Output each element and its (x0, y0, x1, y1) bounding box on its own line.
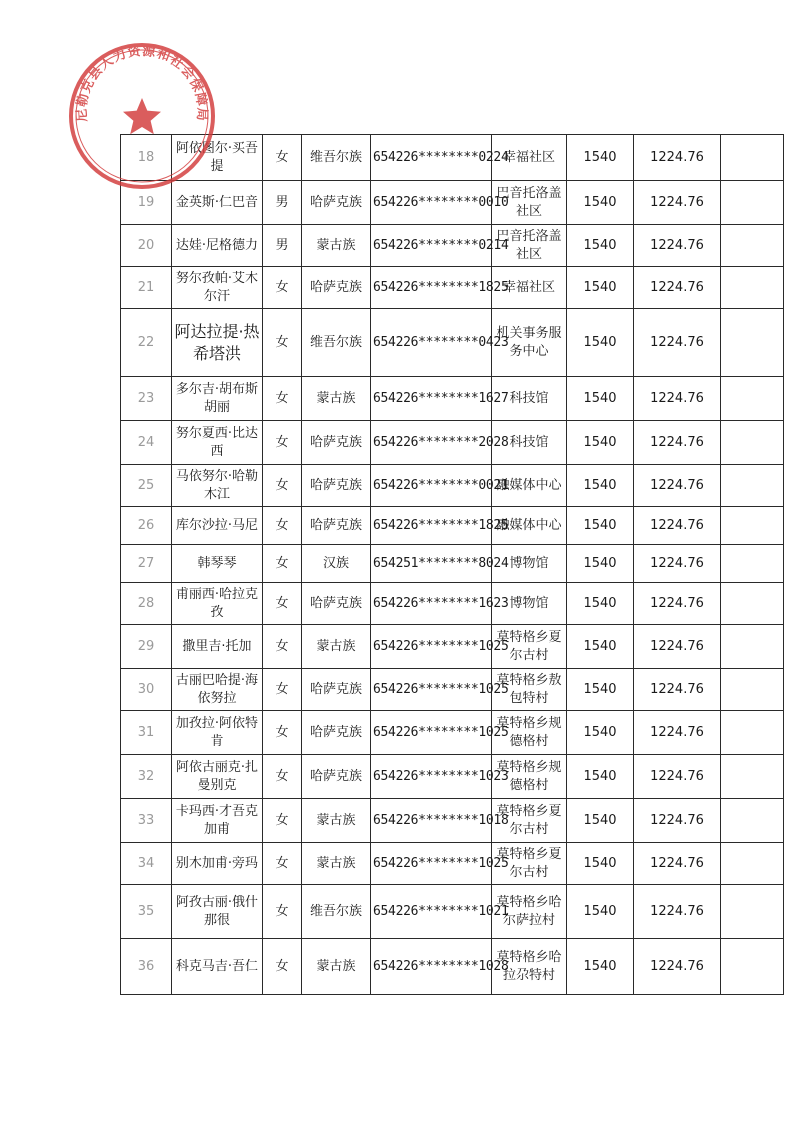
ethnicity-cell: 蒙古族 (302, 939, 371, 995)
gender-cell: 女 (263, 465, 302, 507)
amount-b-cell: 1224.76 (634, 309, 721, 377)
ethnicity-cell: 蒙古族 (302, 625, 371, 669)
work-unit-cell: 科技馆 (492, 421, 567, 465)
amount-a-cell: 1540 (567, 507, 634, 545)
row-number: 33 (121, 799, 172, 843)
amount-a-cell: 1540 (567, 799, 634, 843)
amount-b-cell: 1224.76 (634, 625, 721, 669)
work-unit-cell: 融媒体中心 (492, 507, 567, 545)
id-number-cell: 654226********0021 (371, 465, 492, 507)
gender-cell: 女 (263, 669, 302, 711)
gender-cell: 女 (263, 843, 302, 885)
id-number-cell: 654226********1028 (371, 939, 492, 995)
amount-a-cell: 1540 (567, 267, 634, 309)
amount-b-cell: 1224.76 (634, 267, 721, 309)
empty-cell (721, 583, 784, 625)
gender-cell: 男 (263, 225, 302, 267)
gender-cell: 女 (263, 135, 302, 181)
empty-cell (721, 755, 784, 799)
empty-cell (721, 799, 784, 843)
person-name: 阿孜古丽·俄什那很 (172, 885, 263, 939)
amount-a-cell: 1540 (567, 225, 634, 267)
ethnicity-cell: 哈萨克族 (302, 421, 371, 465)
row-number: 28 (121, 583, 172, 625)
person-name: 多尔吉·胡布斯胡丽 (172, 377, 263, 421)
ethnicity-cell: 维吾尔族 (302, 309, 371, 377)
ethnicity-cell: 蒙古族 (302, 377, 371, 421)
work-unit-cell: 莫特格乡夏尔古村 (492, 799, 567, 843)
roster-body (121, 135, 784, 995)
table-row (121, 181, 784, 225)
empty-cell (721, 507, 784, 545)
ethnicity-cell: 蒙古族 (302, 799, 371, 843)
table-row (121, 465, 784, 507)
gender-cell: 女 (263, 799, 302, 843)
empty-cell (721, 545, 784, 583)
person-name: 马依努尔·哈勒木江 (172, 465, 263, 507)
ethnicity-cell: 维吾尔族 (302, 135, 371, 181)
person-name: 撒里吉·托加 (172, 625, 263, 669)
row-number: 24 (121, 421, 172, 465)
person-name: 古丽巴哈提·海依努拉 (172, 669, 263, 711)
id-number-cell: 654226********0423 (371, 309, 492, 377)
row-number: 30 (121, 669, 172, 711)
person-name: 阿依图尔·买吾提 (172, 135, 263, 181)
id-number-cell: 654226********1025 (371, 843, 492, 885)
id-number-cell: 654226********1627 (371, 377, 492, 421)
work-unit-cell: 莫特格乡规德格村 (492, 711, 567, 755)
row-number: 23 (121, 377, 172, 421)
row-number: 25 (121, 465, 172, 507)
person-name: 卡玛西·才吾克加甫 (172, 799, 263, 843)
row-number: 19 (121, 181, 172, 225)
ethnicity-cell: 维吾尔族 (302, 885, 371, 939)
person-name: 科克马吉·吾仁 (172, 939, 263, 995)
table-row (121, 267, 784, 309)
person-name: 加孜拉·阿依特肯 (172, 711, 263, 755)
empty-cell (721, 625, 784, 669)
table-row (121, 225, 784, 267)
amount-b-cell: 1224.76 (634, 225, 721, 267)
empty-cell (721, 711, 784, 755)
person-name: 甫丽西·哈拉克孜 (172, 583, 263, 625)
empty-cell (721, 421, 784, 465)
table-row (121, 939, 784, 995)
row-number: 20 (121, 225, 172, 267)
amount-a-cell: 1540 (567, 625, 634, 669)
id-number-cell: 654226********1825 (371, 507, 492, 545)
gender-cell: 女 (263, 545, 302, 583)
id-number-cell: 654251********8024 (371, 545, 492, 583)
ethnicity-cell: 哈萨克族 (302, 181, 371, 225)
person-name: 别木加甫·旁玛 (172, 843, 263, 885)
amount-b-cell: 1224.76 (634, 755, 721, 799)
person-name: 韩琴琴 (172, 545, 263, 583)
gender-cell: 女 (263, 755, 302, 799)
gender-cell: 女 (263, 885, 302, 939)
person-name: 努尔夏西·比达西 (172, 421, 263, 465)
gender-cell: 女 (263, 267, 302, 309)
table-row (121, 885, 784, 939)
ethnicity-cell: 哈萨克族 (302, 465, 371, 507)
gender-cell: 女 (263, 939, 302, 995)
amount-b-cell: 1224.76 (634, 181, 721, 225)
table-row (121, 711, 784, 755)
gender-cell: 男 (263, 181, 302, 225)
row-number: 34 (121, 843, 172, 885)
amount-a-cell: 1540 (567, 755, 634, 799)
table-row (121, 135, 784, 181)
table-row (121, 843, 784, 885)
amount-b-cell: 1224.76 (634, 885, 721, 939)
work-unit-cell: 博物馆 (492, 545, 567, 583)
ethnicity-cell: 蒙古族 (302, 225, 371, 267)
table-row (121, 421, 784, 465)
amount-b-cell: 1224.76 (634, 135, 721, 181)
row-number: 35 (121, 885, 172, 939)
empty-cell (721, 465, 784, 507)
person-name: 达娃·尼格德力 (172, 225, 263, 267)
amount-b-cell: 1224.76 (634, 421, 721, 465)
gender-cell: 女 (263, 711, 302, 755)
table-row (121, 755, 784, 799)
empty-cell (721, 135, 784, 181)
table-row (121, 583, 784, 625)
row-number: 18 (121, 135, 172, 181)
empty-cell (721, 225, 784, 267)
row-number: 31 (121, 711, 172, 755)
table-row (121, 799, 784, 843)
table-row (121, 377, 784, 421)
ethnicity-cell: 哈萨克族 (302, 755, 371, 799)
ethnicity-cell: 汉族 (302, 545, 371, 583)
id-number-cell: 654226********0224 (371, 135, 492, 181)
amount-b-cell: 1224.76 (634, 507, 721, 545)
amount-a-cell: 1540 (567, 421, 634, 465)
work-unit-cell: 幸福社区 (492, 135, 567, 181)
work-unit-cell: 巴音托洛盖社区 (492, 225, 567, 267)
work-unit-cell: 莫特格乡夏尔古村 (492, 625, 567, 669)
amount-a-cell: 1540 (567, 181, 634, 225)
work-unit-cell: 科技馆 (492, 377, 567, 421)
gender-cell: 女 (263, 625, 302, 669)
table-row (121, 309, 784, 377)
empty-cell (721, 843, 784, 885)
id-number-cell: 654226********1623 (371, 583, 492, 625)
id-number-cell: 654226********1825 (371, 267, 492, 309)
table-row (121, 669, 784, 711)
empty-cell (721, 885, 784, 939)
id-number-cell: 654226********1018 (371, 799, 492, 843)
id-number-cell: 654226********0214 (371, 225, 492, 267)
empty-cell (721, 669, 784, 711)
person-name: 努尔孜帕·艾木尔汗 (172, 267, 263, 309)
id-number-cell: 654226********1023 (371, 755, 492, 799)
row-number: 21 (121, 267, 172, 309)
amount-a-cell: 1540 (567, 465, 634, 507)
svg-text:尼勒克县人力资源和社会保障局 (74, 43, 210, 122)
empty-cell (721, 309, 784, 377)
amount-a-cell: 1540 (567, 583, 634, 625)
amount-a-cell: 1540 (567, 377, 634, 421)
row-number: 22 (121, 309, 172, 377)
work-unit-cell: 莫特格乡哈拉尕特村 (492, 939, 567, 995)
work-unit-cell: 莫特格乡敖包特村 (492, 669, 567, 711)
amount-b-cell: 1224.76 (634, 843, 721, 885)
ethnicity-cell: 哈萨克族 (302, 711, 371, 755)
seal-text: 尼勒克县人力资源和社会保障局 (74, 43, 210, 123)
row-number: 36 (121, 939, 172, 995)
ethnicity-cell: 哈萨克族 (302, 507, 371, 545)
row-number: 29 (121, 625, 172, 669)
amount-a-cell: 1540 (567, 939, 634, 995)
work-unit-cell: 莫特格乡哈尔萨拉村 (492, 885, 567, 939)
work-unit-cell: 莫特格乡夏尔古村 (492, 843, 567, 885)
amount-a-cell: 1540 (567, 309, 634, 377)
amount-b-cell: 1224.76 (634, 711, 721, 755)
ethnicity-cell: 哈萨克族 (302, 583, 371, 625)
empty-cell (721, 939, 784, 995)
table-row (121, 625, 784, 669)
amount-a-cell: 1540 (567, 711, 634, 755)
id-number-cell: 654226********1025 (371, 669, 492, 711)
id-number-cell: 654226********0010 (371, 181, 492, 225)
id-number-cell: 654226********1025 (371, 711, 492, 755)
person-name: 阿达拉提·热希塔洪 (172, 309, 263, 377)
amount-b-cell: 1224.76 (634, 583, 721, 625)
gender-cell: 女 (263, 377, 302, 421)
person-name: 库尔沙拉·马尼 (172, 507, 263, 545)
person-name: 阿依古丽克·扎曼别克 (172, 755, 263, 799)
gender-cell: 女 (263, 421, 302, 465)
empty-cell (721, 267, 784, 309)
row-number: 32 (121, 755, 172, 799)
gender-cell: 女 (263, 309, 302, 377)
ethnicity-cell: 哈萨克族 (302, 669, 371, 711)
table-row (121, 507, 784, 545)
work-unit-cell: 博物馆 (492, 583, 567, 625)
amount-a-cell: 1540 (567, 135, 634, 181)
ethnicity-cell: 蒙古族 (302, 843, 371, 885)
work-unit-cell: 机关事务服务中心 (492, 309, 567, 377)
amount-a-cell: 1540 (567, 545, 634, 583)
work-unit-cell: 巴音托洛盖社区 (492, 181, 567, 225)
work-unit-cell: 融媒体中心 (492, 465, 567, 507)
row-number: 27 (121, 545, 172, 583)
work-unit-cell: 幸福社区 (492, 267, 567, 309)
gender-cell: 女 (263, 507, 302, 545)
amount-a-cell: 1540 (567, 669, 634, 711)
amount-a-cell: 1540 (567, 843, 634, 885)
work-unit-cell: 莫特格乡规德格村 (492, 755, 567, 799)
gender-cell: 女 (263, 583, 302, 625)
roster-table (120, 134, 784, 995)
empty-cell (721, 377, 784, 421)
amount-b-cell: 1224.76 (634, 377, 721, 421)
amount-b-cell: 1224.76 (634, 939, 721, 995)
amount-b-cell: 1224.76 (634, 669, 721, 711)
amount-b-cell: 1224.76 (634, 545, 721, 583)
amount-a-cell: 1540 (567, 885, 634, 939)
empty-cell (721, 181, 784, 225)
id-number-cell: 654226********1025 (371, 625, 492, 669)
ethnicity-cell: 哈萨克族 (302, 267, 371, 309)
amount-b-cell: 1224.76 (634, 799, 721, 843)
table-row (121, 545, 784, 583)
id-number-cell: 654226********1021 (371, 885, 492, 939)
id-number-cell: 654226********2028 (371, 421, 492, 465)
row-number: 26 (121, 507, 172, 545)
person-name: 金英斯·仁巴音 (172, 181, 263, 225)
amount-b-cell: 1224.76 (634, 465, 721, 507)
